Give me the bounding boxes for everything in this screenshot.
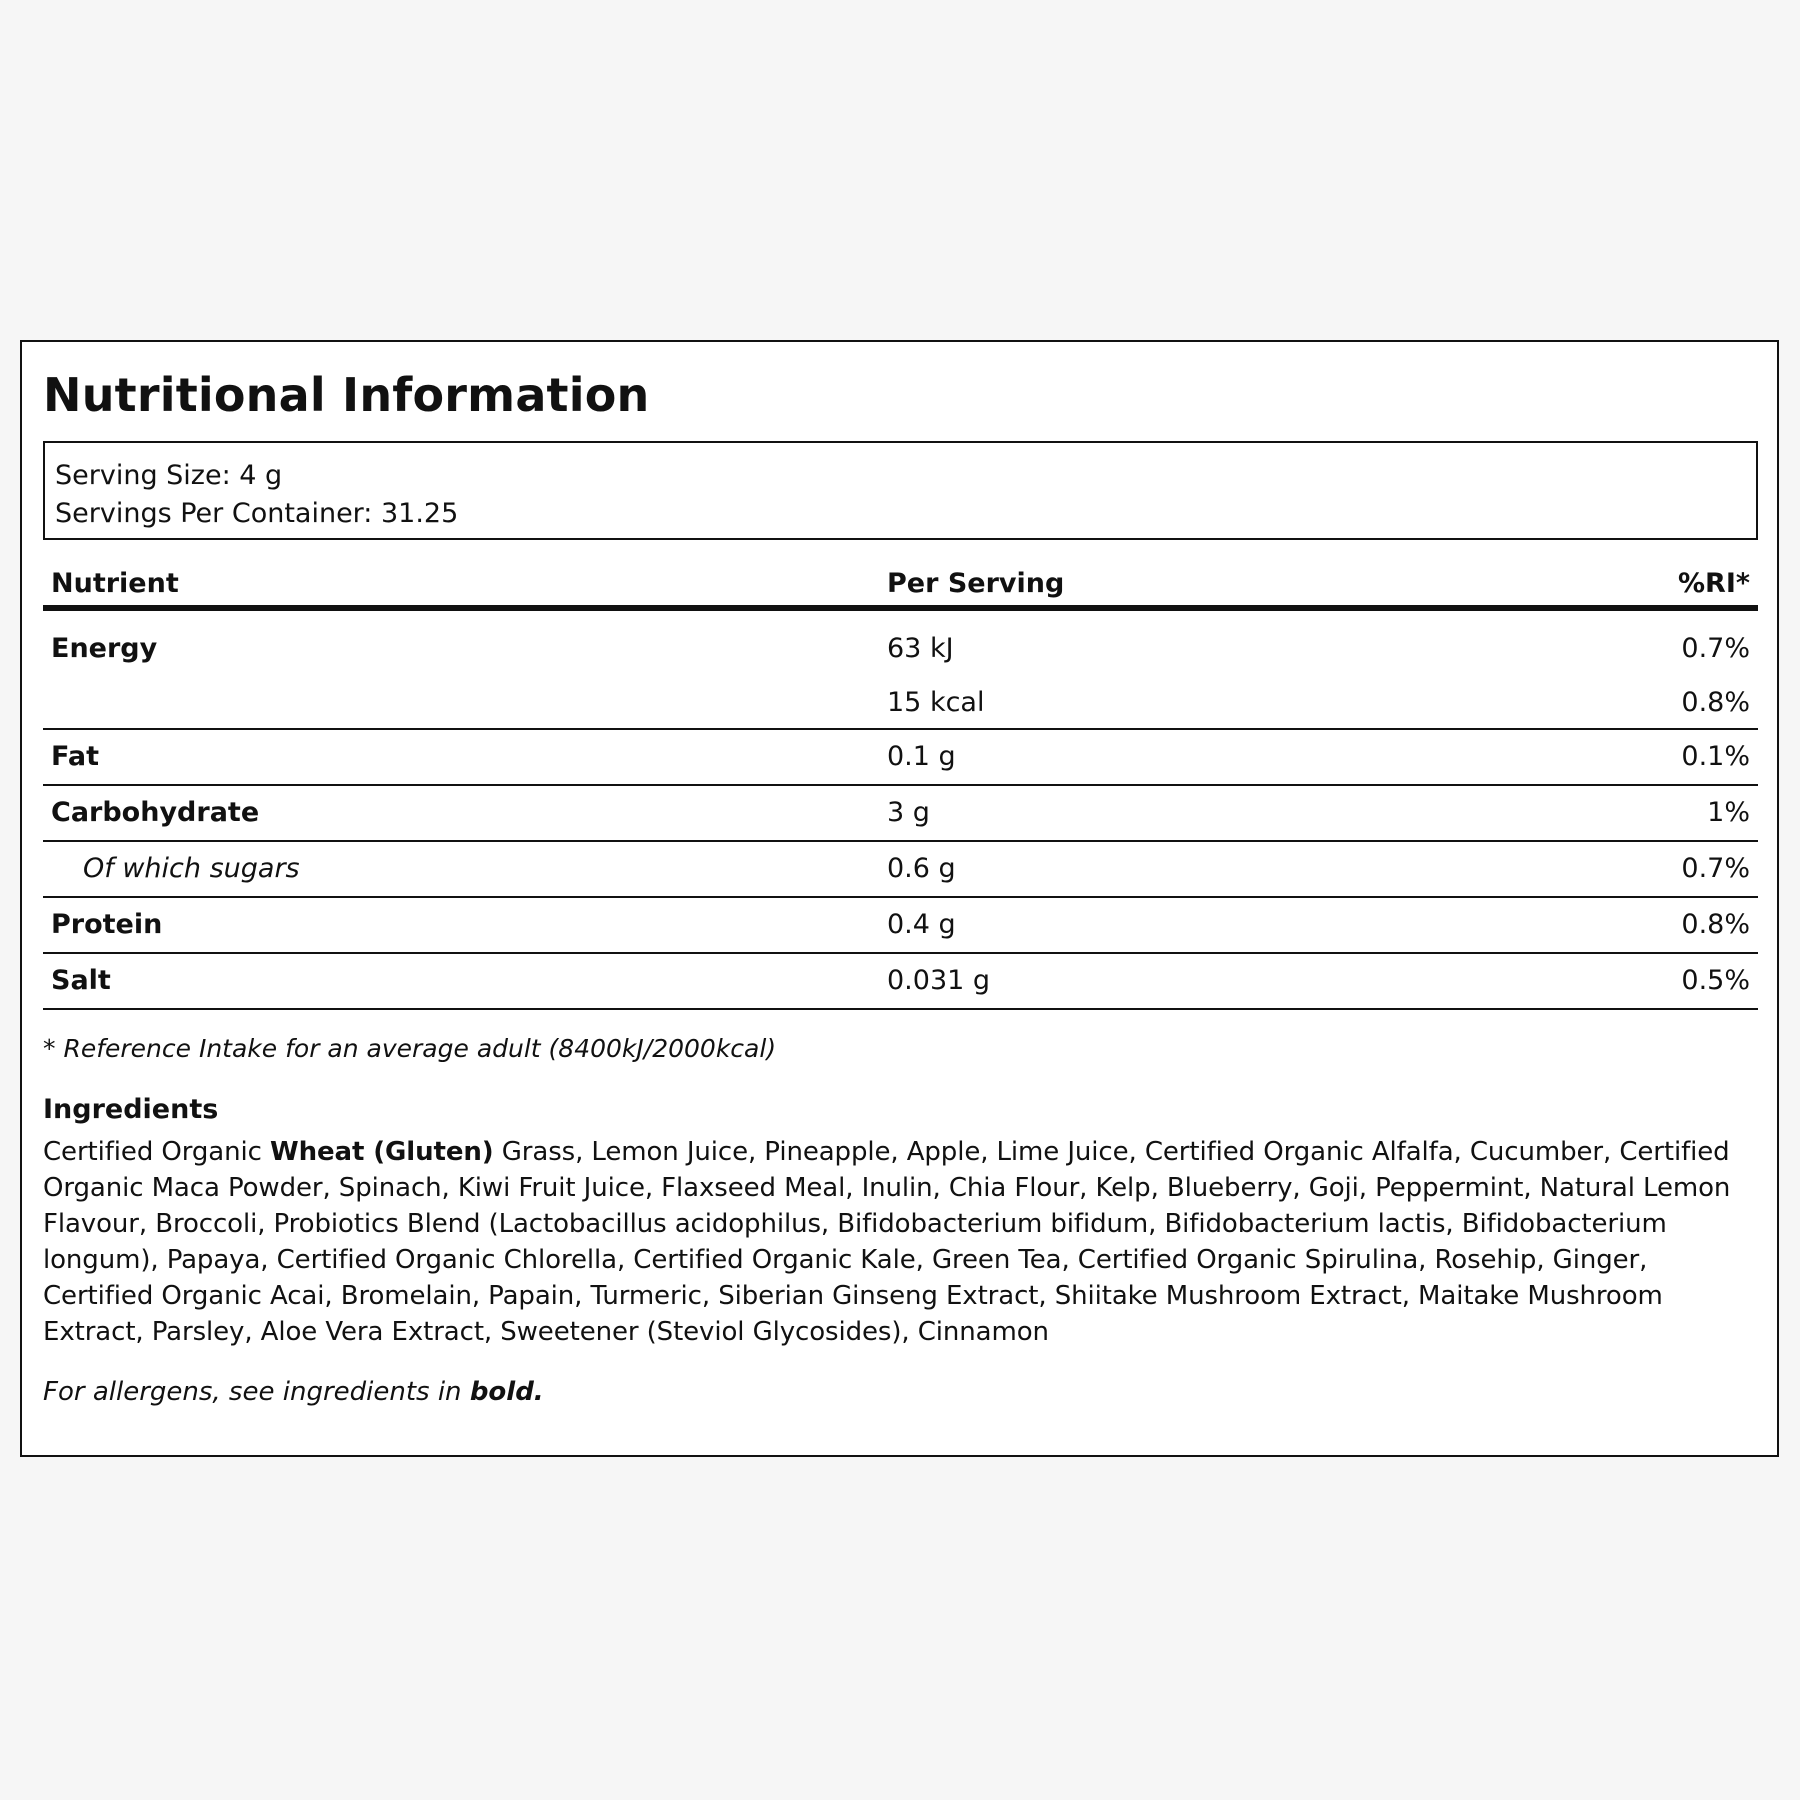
table-row-energy — [43, 611, 1758, 730]
ri-value: 0.7% — [1681, 853, 1750, 884]
ingredients-prefix: Certified Organic — [43, 1137, 270, 1167]
allergen-note-text: For allergens, see ingredients in — [43, 1377, 470, 1407]
nutrient-name: Protein — [51, 909, 163, 940]
table-row-fat — [43, 730, 1758, 786]
nutrient-name: Salt — [51, 965, 111, 996]
reference-intake-footnote: * Reference Intake for an average adult (8400kJ/2000kcal) — [43, 1034, 777, 1063]
nutrient-name: Fat — [51, 741, 99, 772]
ri-value: 0.8% — [1681, 687, 1750, 718]
header-per-serving: Per Serving — [887, 568, 1065, 599]
ingredients-rest: Grass, Lemon Juice, Pineapple, Apple, Lime Juice, Certified Organic Alfalfa, Cucumber, Certified Organic Maca Powder, Spinach, Kiwi Fruit Juice, Flaxseed Meal, Inulin, Chia Flour, Kelp, Blueberry, Goji, Peppermint, Natural Lemon Flavour, Broccoli, Probiotics Blend (Lactobacillus acidophilus, Bifidobacterium bifidum, Bifidobacterium lactis, Bifidobacterium longum), Papaya, Certified Organic Chlorella, Certified Organic Kale, Green Tea, Certified Organic Spirulina, Rosehip, Ginger, Certified Organic Acai, Bromelain, Papain, Turmeric, Siberian Ginseng Extract, Shiitake Mushroom Extract, Maitake Mushroom Extract, Parsley, Aloe Vera Extract, Sweetener (Steviol Glycosides), Cinnamon — [43, 1137, 1731, 1347]
ri-value: 0.8% — [1681, 909, 1750, 940]
serving-info-box — [43, 441, 1758, 540]
header-ri: %RI* — [1677, 568, 1750, 599]
nutrition-label-panel — [20, 340, 1779, 1457]
per-serving-value: 0.031 g — [887, 965, 991, 996]
ri-value: 0.7% — [1681, 633, 1750, 664]
ri-value: 1% — [1707, 797, 1750, 828]
table-row-protein — [43, 898, 1758, 954]
table-row-carbohydrate — [43, 786, 1758, 842]
per-serving-value: 15 kcal — [887, 687, 985, 718]
table-header-row — [43, 554, 1758, 611]
ri-value: 0.1% — [1681, 741, 1750, 772]
nutrition-table — [43, 554, 1758, 1010]
allergen-ingredient: Wheat (Gluten) — [270, 1137, 494, 1167]
table-row-sugars — [43, 842, 1758, 898]
ingredients-heading: Ingredients — [43, 1094, 219, 1125]
nutrient-name: Carbohydrate — [51, 797, 260, 828]
header-nutrient: Nutrient — [51, 568, 179, 599]
nutrient-name: Energy — [51, 633, 158, 664]
label-title: Nutritional Information — [43, 368, 650, 422]
per-serving-value: 0.4 g — [887, 909, 956, 940]
nutrient-name: Of which sugars — [83, 853, 300, 884]
per-serving-value: 63 kJ — [887, 633, 954, 664]
serving-size: Serving Size: 4 g — [55, 460, 283, 491]
per-serving-value: 0.1 g — [887, 741, 956, 772]
per-serving-value: 3 g — [887, 797, 930, 828]
table-row-salt — [43, 954, 1758, 1010]
ingredients-list — [43, 1134, 1758, 1350]
allergen-note-bold: bold. — [469, 1377, 544, 1407]
servings-per-container: Servings Per Container: 31.25 — [55, 498, 459, 529]
allergen-note — [43, 1377, 544, 1407]
per-serving-value: 0.6 g — [887, 853, 956, 884]
ri-value: 0.5% — [1681, 965, 1750, 996]
